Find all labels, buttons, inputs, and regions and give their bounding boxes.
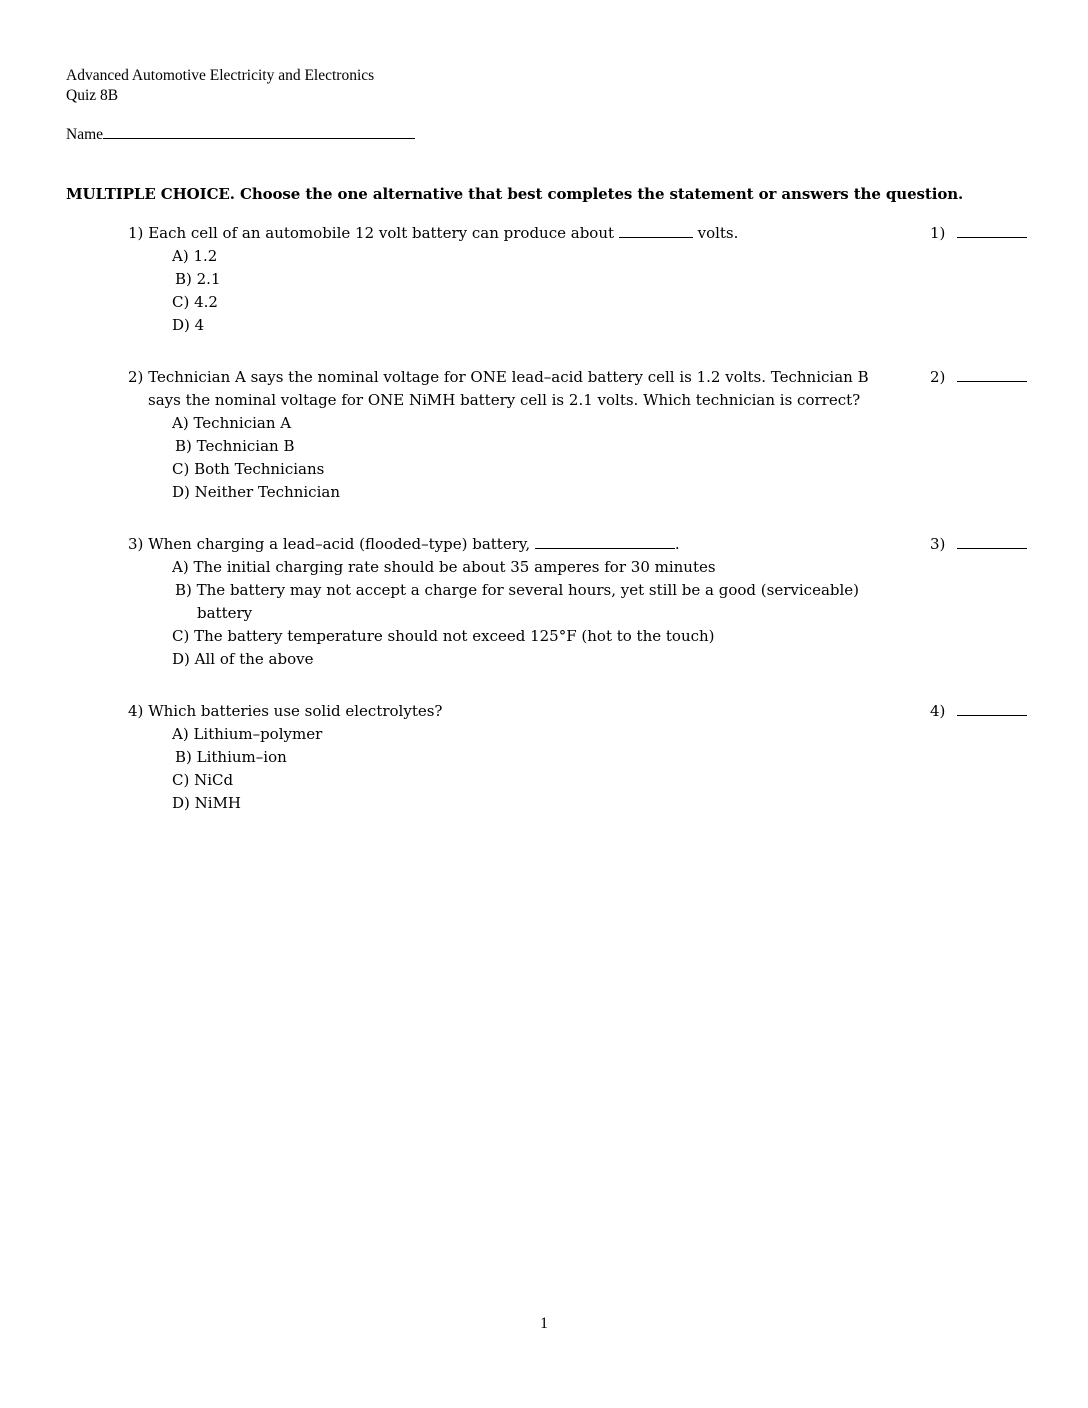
- option: B) Lithium–ion: [175, 748, 287, 766]
- answer-slot-1[interactable]: [930, 222, 1027, 245]
- option: A) 1.2: [172, 247, 218, 265]
- question-number: 4): [128, 702, 144, 720]
- quiz-title: Quiz 8B: [66, 87, 119, 104]
- question-number: 3): [128, 535, 144, 553]
- option: C) 4.2: [172, 293, 218, 311]
- question-number: 2): [128, 368, 144, 386]
- option: D) NiMH: [172, 794, 242, 812]
- answer-blank[interactable]: [957, 701, 1027, 716]
- answer-blank[interactable]: [957, 367, 1027, 382]
- question-4: [128, 700, 928, 815]
- answer-blank[interactable]: [957, 223, 1027, 238]
- question-1: [128, 222, 928, 337]
- option: B) 2.1: [175, 270, 221, 288]
- option: B) Technician B: [175, 437, 295, 455]
- inline-blank: [619, 223, 693, 238]
- answer-number: 1): [930, 224, 946, 242]
- option: B) The battery may not accept a charge for several hours, yet still be a good (serviceable): [175, 581, 860, 599]
- question-stem-end: .: [674, 535, 680, 553]
- question-2: [128, 366, 928, 504]
- answer-slot-3[interactable]: [930, 533, 1027, 556]
- question-stem: Each cell of an automobile 12 volt battery can produce about: [148, 224, 615, 242]
- page-number: 1: [540, 1315, 548, 1332]
- option: A) Lithium–polymer: [172, 725, 323, 743]
- option: C) Both Technicians: [172, 460, 325, 478]
- question-3: [128, 533, 928, 671]
- question-stem: Technician A says the nominal voltage for ONE lead–acid battery cell is 1.2 volts. Technician B: [148, 368, 869, 386]
- name-label: Name: [66, 126, 104, 143]
- answer-number: 3): [930, 535, 946, 553]
- option: D) Neither Technician: [172, 483, 340, 501]
- option: A) Technician A: [172, 414, 292, 432]
- question-number: 1): [128, 224, 144, 242]
- option: D) All of the above: [172, 650, 314, 668]
- option: C) NiCd: [172, 771, 234, 789]
- option: C) The battery temperature should not exceed 125°F (hot to the touch): [172, 627, 715, 645]
- option-cont: battery: [197, 604, 253, 622]
- answer-blank[interactable]: [957, 534, 1027, 549]
- name-blank[interactable]: [103, 124, 415, 139]
- option: A) The initial charging rate should be about 35 amperes for 30 minutes: [172, 558, 716, 576]
- answer-number: 4): [930, 702, 946, 720]
- inline-blank: [535, 534, 675, 549]
- question-stem: When charging a lead–acid (flooded–type) battery,: [148, 535, 531, 553]
- option: D) 4: [172, 316, 205, 334]
- question-stem: Which batteries use solid electrolytes?: [148, 702, 443, 720]
- question-stem-end: volts.: [697, 224, 739, 242]
- answer-slot-4[interactable]: [930, 700, 1027, 723]
- instructions: MULTIPLE CHOICE. Choose the one alternative that best completes the statement or answers the question.: [66, 185, 964, 203]
- question-stem-cont: says the nominal voltage for ONE NiMH battery cell is 2.1 volts. Which technician is correct?: [148, 391, 861, 409]
- course-title: Advanced Automotive Electricity and Electronics: [66, 67, 375, 84]
- answer-number: 2): [930, 368, 946, 386]
- name-field: [66, 124, 415, 145]
- answer-slot-2[interactable]: [930, 366, 1027, 389]
